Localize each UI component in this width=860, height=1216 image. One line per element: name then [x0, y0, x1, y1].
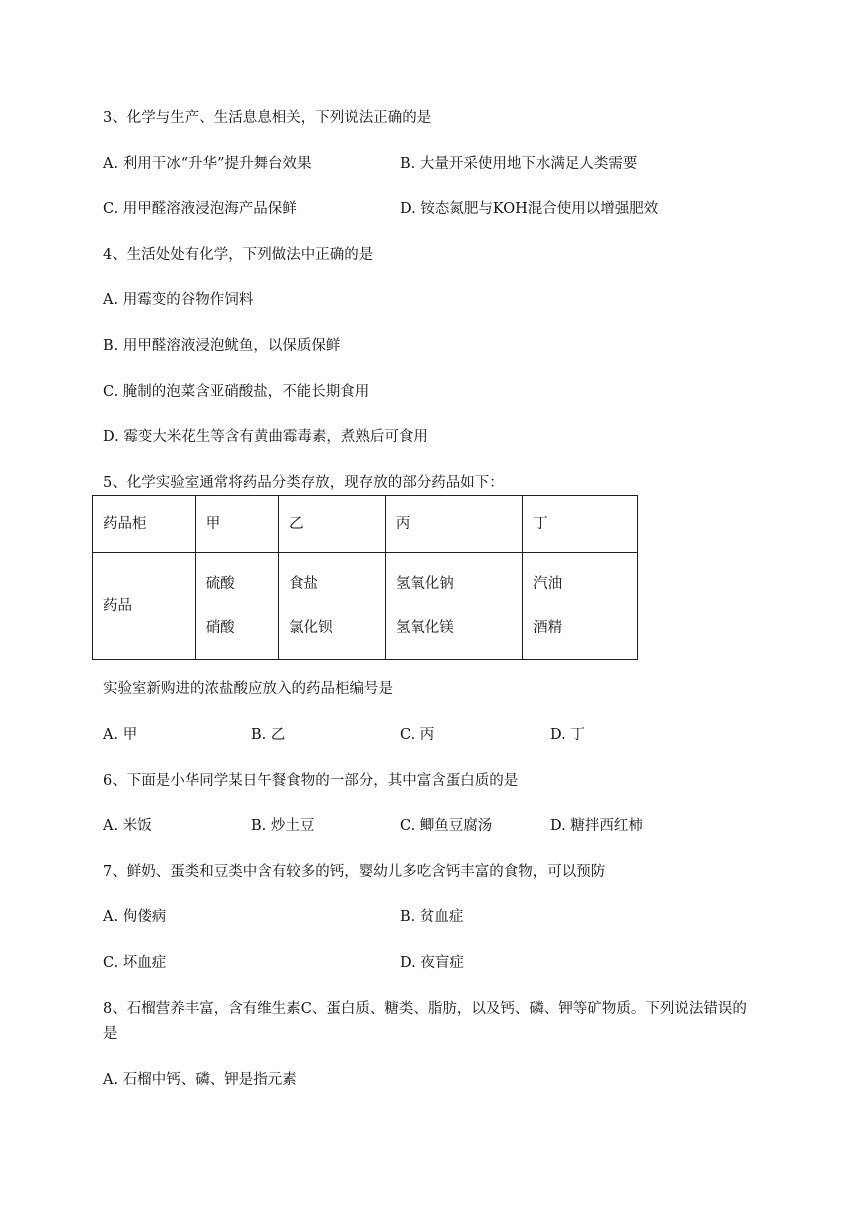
- cell-ding: [523, 553, 638, 660]
- q5-option-d: D. 丁: [550, 727, 585, 743]
- cell-jia-1: 硫酸: [205, 576, 235, 592]
- q6-option-b: B. 炒土豆: [251, 818, 315, 834]
- q4-option-a: A. 用霉变的谷物作饲料: [103, 292, 254, 308]
- q3-option-d: D. 铵态氮肥与KOH混合使用以增强肥效: [400, 201, 659, 217]
- cell-ding-2: 酒精: [533, 620, 563, 636]
- q4-option-d: D. 霉变大米花生等含有黄曲霉毒素，煮熟后可食用: [103, 429, 428, 445]
- header-yi: 乙: [279, 496, 386, 553]
- q3-option-a: A. 利用干冰“升华”提升舞台效果: [103, 156, 312, 172]
- q3-option-b: B. 大量开采使用地下水满足人类需要: [400, 156, 638, 172]
- drug-cabinet-table: [92, 495, 638, 660]
- cell-yi-2: 氯化钡: [289, 620, 333, 636]
- q8-stem-line2: 是: [103, 1026, 118, 1042]
- q8-stem-line1: 8、石榴营养丰富，含有维生素C、蛋白质、糖类、脂肪，以及钙、磷、钾等矿物质。下列说法错误的: [103, 1001, 747, 1017]
- table-row: [93, 553, 638, 660]
- cell-jia-2: 硝酸: [205, 620, 235, 636]
- q4-option-b: B. 用甲醛溶液浸泡鱿鱼，以保质保鲜: [103, 338, 341, 354]
- table-header-row: [93, 496, 638, 553]
- q3-option-c: C. 用甲醛溶液浸泡海产品保鲜: [103, 201, 297, 217]
- q8-option-a: A. 石榴中钙、磷、钾是指元素: [103, 1072, 297, 1088]
- q5-option-b: B. 乙: [251, 727, 286, 743]
- q7-option-b: B. 贫血症: [400, 909, 464, 925]
- header-bing: 丙: [385, 496, 522, 553]
- q5-stem: 5、化学实验室通常将药品分类存放，现存放的部分药品如下：: [103, 475, 504, 491]
- cell-ding-1: 汽油: [533, 576, 563, 592]
- q7-option-c: C. 坏血症: [103, 955, 167, 971]
- q6-stem: 6、下面是小华同学某日午餐食物的一部分，其中富含蛋白质的是: [103, 773, 519, 789]
- cell-yi: [279, 553, 386, 660]
- q6-option-c: C. 鲫鱼豆腐汤: [400, 818, 493, 834]
- cell-jia: [195, 553, 278, 660]
- q7-stem: 7、鲜奶、蛋类和豆类中含有较多的钙，婴幼儿多吃含钙丰富的食物，可以预防: [103, 864, 606, 880]
- q4-stem: 4、生活处处有化学，下列做法中正确的是: [103, 247, 374, 263]
- header-ding: 丁: [523, 496, 638, 553]
- q7-option-d: D. 夜盲症: [400, 955, 464, 971]
- cell-bing-2: 氢氧化镁: [395, 620, 454, 636]
- cell-bing-1: 氢氧化钠: [395, 576, 454, 592]
- q5-option-a: A. 甲: [103, 727, 138, 743]
- cell-bing: [385, 553, 522, 660]
- q4-option-c: C. 腌制的泡菜含亚硝酸盐，不能长期食用: [103, 384, 370, 400]
- cell-yi-1: 食盐: [289, 576, 319, 592]
- q5-question: 实验室新购进的浓盐酸应放入的药品柜编号是: [103, 681, 393, 697]
- row-label-drugs: 药品: [93, 553, 196, 660]
- q6-option-a: A. 米饭: [103, 818, 152, 834]
- header-jia: 甲: [195, 496, 278, 553]
- q3-stem: 3、化学与生产、生活息息相关，下列说法正确的是: [103, 110, 432, 126]
- q7-option-a: A. 佝偻病: [103, 909, 167, 925]
- q5-option-c: C. 丙: [400, 727, 435, 743]
- header-cabinet: 药品柜: [93, 496, 196, 553]
- q6-option-d: D. 糖拌西红柿: [550, 818, 643, 834]
